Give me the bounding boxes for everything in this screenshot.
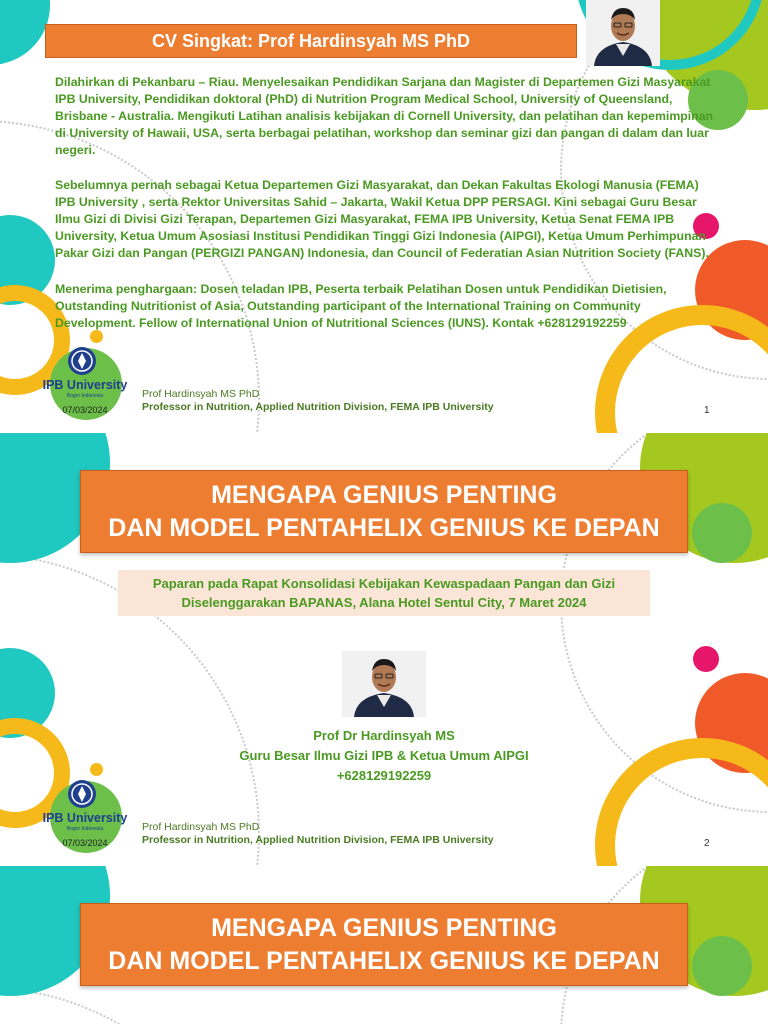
- ipb-logo: [34, 773, 134, 857]
- page-number: 1: [704, 405, 710, 416]
- presenter-info: [200, 726, 568, 786]
- ipb-logo: [34, 340, 134, 424]
- footer-name: Prof Hardinsyah MS PhD: [142, 388, 260, 400]
- title-line-2: DAN MODEL PENTAHELIX GENIUS KE DEPAN: [108, 513, 660, 542]
- footer-role: Professor in Nutrition, Applied Nutrition Division, FEMA IPB University: [142, 834, 494, 846]
- presenter-photo: [342, 651, 426, 717]
- magenta-dot-decoration: [693, 646, 719, 672]
- logo-university-name: IPB University: [42, 811, 128, 825]
- footer-role: Professor in Nutrition, Applied Nutrition Division, FEMA IPB University: [142, 401, 494, 413]
- logo-university-name: IPB University: [42, 378, 128, 392]
- page-number: 2: [704, 838, 710, 849]
- logo-subtitle: Bogor Indonesia: [66, 393, 104, 399]
- event-info-box: [118, 570, 650, 616]
- slide-date: 07/03/2024: [62, 838, 108, 848]
- title-line-1: MENGAPA GENIUS PENTING: [211, 913, 557, 942]
- event-line-1: Paparan pada Rapat Konsolidasi Kebijakan Kewaspadaan Pangan dan Gizi: [152, 576, 616, 591]
- presenter-portrait-icon: [342, 651, 426, 717]
- cv-paragraph-birth-education: Dilahirkan di Pekanbaru – Riau. Menyelesaikan Pendidikan Sarjana dan Magister di Departemen Gizi Masyarakat IPB University, Pendidikan doktoral (PhD) di Nutrition Program Medical School, University of Queensland, Brisbane - Australia. Mengikuti Latihan analisis kebijakan di Cornell University, dan pelatihan dan kepemimpinan di University of Hawaii, USA, serta berbagai pelatihan, workshop dan seminar gizi dan pangan di dalam dan luar negeri.: [55, 75, 714, 157]
- title-banner: [80, 903, 688, 986]
- title-line-1: MENGAPA GENIUS PENTING: [211, 480, 557, 509]
- title-line-2: DAN MODEL PENTAHELIX GENIUS KE DEPAN: [108, 946, 660, 975]
- event-line-2: Diselenggarakan BAPANAS, Alana Hotel Sentul City, 7 Maret 2024: [181, 595, 587, 610]
- presenter-name: Prof Dr Hardinsyah MS: [313, 728, 455, 743]
- presenter-photo: [586, 0, 660, 66]
- presenter-title: Guru Besar Ilmu Gizi IPB & Ketua Umum AIPGI: [239, 748, 529, 763]
- green-circle-decoration: [692, 503, 752, 563]
- ipb-emblem-icon: [67, 779, 97, 809]
- title-banner: [80, 470, 688, 553]
- cv-title-banner: [45, 24, 577, 58]
- slide-date: 07/03/2024: [62, 405, 108, 415]
- teal-circle-decoration: [0, 0, 50, 65]
- slide-title: [0, 433, 768, 866]
- presenter-phone: +628129192259: [336, 768, 432, 783]
- logo-subtitle: Bogor Indonesia: [66, 826, 104, 832]
- presenter-portrait-icon: [586, 0, 660, 66]
- green-circle-decoration: [692, 936, 752, 996]
- ipb-emblem-icon: [67, 346, 97, 376]
- slide-title-repeat: [0, 866, 768, 1024]
- cv-title: CV Singkat: Prof Hardinsyah MS PhD: [151, 30, 471, 51]
- footer: [142, 821, 582, 847]
- cv-paragraph-positions: Sebelumnya pernah sebagai Ketua Departemen Gizi Masyarakat, dan Dekan Fakultas Ekologi Manusia (FEMA) IPB University , serta Rektor Universitas Sahid – Jakarta, Wakil Ketua DPP PERSAGI. Kini sebagai Guru Besar Ilmu Gizi di Divisi Gizi Terapan, Departemen Gizi Masyarakat, FEMA IPB University, Ketua Senat FEMA IPB University, Ketua Umum Asosiasi Institusi Pendidikan Tinggi Gizi Indonesia (AIPGI), Ketua Umum Perhimpunan Pakar Gizi dan Pangan (PERGIZI PANGAN) Indonesia, dan Council of Federatian Asian Nutrition Society (FANS).: [55, 178, 709, 260]
- footer: [142, 388, 582, 414]
- cv-paragraph-awards: Menerima penghargaan: Dosen teladan IPB, Peserta terbaik Pelatihan Dosen untuk Pendidikan Dietisien, Outstanding Nutritionist of Asia, Outstanding participant of the International Training on Community Development. Fellow of International Union of Nutritional Sciences (IUNS). Kontak +628129192259: [55, 282, 667, 330]
- slide-cv: [0, 0, 768, 433]
- yellow-ring-decoration: [595, 738, 768, 866]
- footer-name: Prof Hardinsyah MS PhD: [142, 821, 260, 833]
